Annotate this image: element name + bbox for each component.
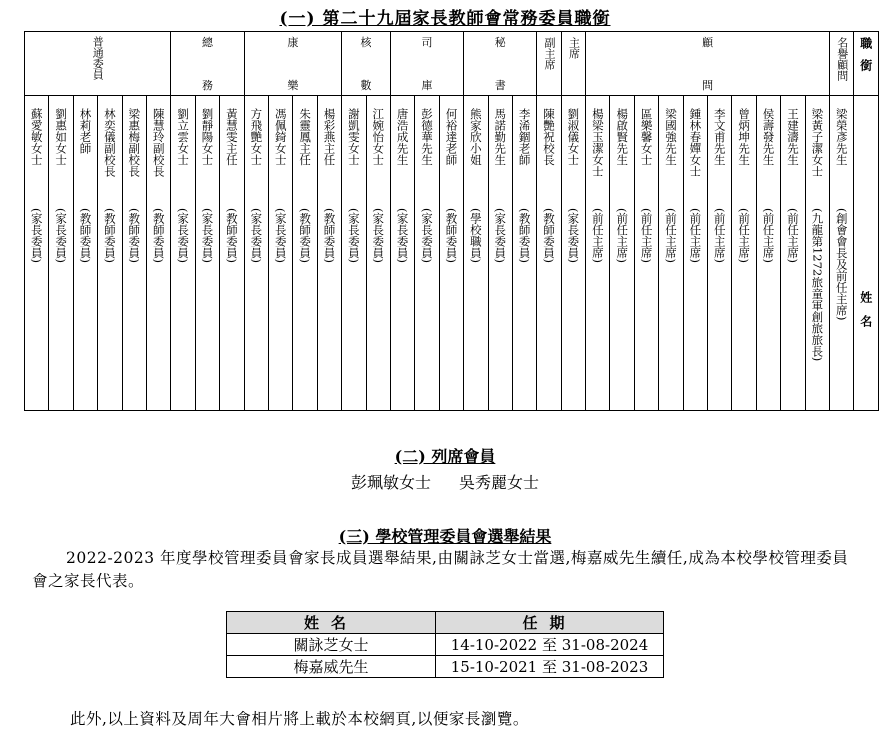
member-name: 陳慧玲副校長 [151, 108, 166, 177]
member-cell [268, 96, 292, 411]
member-cell [659, 96, 683, 411]
role-label: 普通委員 [91, 36, 105, 80]
member-role: (教師委員) [127, 208, 142, 263]
member-role: (教師委員) [224, 208, 239, 263]
attending-member: 吳秀麗女士 [459, 473, 540, 492]
title-label: 職銜 [858, 37, 873, 81]
member-name: 蘇愛敏女士 [29, 108, 44, 166]
member-role: (前任主席) [761, 208, 776, 263]
member-cell [49, 96, 73, 411]
member-cell [512, 96, 536, 411]
role-label: 核 [360, 36, 372, 49]
election-paragraph: 2022-2023 年度學校管理委員會家長成員選舉結果,由關詠芝女士當選,梅嘉威先生續任,成為本校學校管理委員會之家長代表。 [32, 549, 849, 590]
member-role: (家長委員) [200, 208, 215, 263]
attending-member: 彭珮敏女士 [350, 473, 431, 492]
member-role: (前任主席) [590, 208, 605, 263]
member-name: 王建濤先生 [785, 108, 800, 166]
member-cell [390, 96, 414, 411]
committee-table [24, 31, 879, 411]
role-label: 康 [287, 36, 299, 49]
member-name: 唐浩成先生 [395, 108, 410, 166]
member-role: (學校職員) [468, 208, 483, 263]
member-role: (家長委員) [493, 208, 508, 263]
member-cell [317, 96, 341, 411]
member-name: 陳艷祝校長 [542, 108, 557, 166]
member-cell [98, 96, 122, 411]
name-label-cell [854, 96, 879, 411]
member-name: 林奕儀副校長 [102, 108, 117, 177]
member-name: 楊梁玉潔女士 [590, 108, 605, 177]
member-name: 劉靜陽女士 [200, 108, 215, 166]
header-term: 任期 [436, 612, 664, 634]
member-role: (教師委員) [542, 208, 557, 263]
member-name: 區樂馨女士 [639, 108, 654, 166]
member-role: (家長委員) [29, 208, 44, 263]
table-row [227, 656, 664, 678]
member-cell [756, 96, 780, 411]
role-label: 數 [360, 78, 372, 92]
member-name: 梁國強先生 [663, 108, 678, 166]
role-header [561, 32, 585, 96]
member-role: (家長委員) [273, 208, 288, 263]
member-cell [366, 96, 390, 411]
member-name: 何裕達老師 [444, 108, 459, 166]
member-name: 梁惠梅副校長 [127, 108, 142, 177]
role-label: 問 [702, 78, 714, 92]
member-name: 梁黃子潔女士 [810, 108, 825, 177]
row-term: 14-10-2022 至 31-08-2024 [436, 634, 664, 656]
member-role: (教師委員) [517, 208, 532, 263]
member-name: 楊彩燕主任 [322, 108, 337, 166]
member-role: (教師委員) [102, 208, 117, 263]
table-row [227, 634, 664, 656]
role-header [537, 32, 561, 96]
member-role: (家長委員) [566, 208, 581, 263]
member-name: 李文甫先生 [712, 108, 727, 166]
member-name: 侯壽發先生 [761, 108, 776, 166]
member-name: 江婉怡女士 [371, 108, 386, 166]
member-cell [805, 96, 829, 411]
name-row [25, 96, 879, 411]
role-label: 樂 [287, 78, 299, 92]
member-name: 劉立雲女士 [176, 108, 191, 166]
role-label: 庫 [421, 78, 433, 92]
member-cell [439, 96, 463, 411]
member-role: (家長委員) [420, 208, 435, 263]
member-role: (前任主席) [663, 208, 678, 263]
member-cell [171, 96, 195, 411]
row-name: 關詠芝女士 [227, 634, 436, 656]
role-label: 書 [494, 78, 506, 92]
member-role: (前任主席) [639, 208, 654, 263]
member-name: 李浠錮老師 [517, 108, 532, 166]
name-label: 姓名 [858, 291, 873, 339]
member-cell [342, 96, 366, 411]
section1-title: (一) 第二十九屆家長教師會常務委員職銜 [279, 9, 611, 29]
member-name: 方飛艷女士 [249, 108, 264, 166]
member-role: (家長委員) [346, 208, 361, 263]
member-name: 林莉老師 [78, 108, 93, 154]
member-cell [464, 96, 488, 411]
member-cell [73, 96, 97, 411]
election-header-row [227, 612, 664, 634]
member-cell [732, 96, 756, 411]
member-cell [586, 96, 610, 411]
section2-title: (二) 列席會員 [394, 447, 496, 466]
member-role: (創會會長及前任主席) [834, 208, 849, 321]
member-name: 馮佩錡女士 [273, 108, 288, 166]
role-label: 司 [421, 36, 433, 49]
role-header [25, 32, 171, 96]
member-role: (家長委員) [371, 208, 386, 263]
role-header [342, 32, 391, 96]
member-cell [830, 96, 854, 411]
member-role: (九龍第1272旅童軍創旅旅長) [810, 208, 825, 362]
role-label: 務 [202, 78, 213, 92]
member-cell [488, 96, 512, 411]
member-name: 謝凱雯女士 [346, 108, 361, 166]
member-name: 鍾林春嬋女士 [688, 108, 703, 177]
row-name: 梅嘉威先生 [227, 656, 436, 678]
member-role: (家長委員) [249, 208, 264, 263]
member-cell [220, 96, 244, 411]
member-name: 朱靈鳳主任 [298, 108, 313, 166]
member-cell [146, 96, 170, 411]
role-label: 主席 [567, 37, 581, 59]
member-name: 曾炳坤先生 [737, 108, 752, 166]
member-role: (教師委員) [151, 208, 166, 263]
role-header [586, 32, 830, 96]
member-role: (教師委員) [298, 208, 313, 263]
member-name: 彭德華先生 [420, 108, 435, 166]
footer-note: 此外,以上資料及周年大會相片將上載於本校網頁,以便家長瀏覽。 [70, 710, 529, 728]
title-label-cell [854, 32, 879, 96]
member-cell [293, 96, 317, 411]
member-name: 劉淑儀女士 [566, 108, 581, 166]
member-cell [634, 96, 658, 411]
role-header [244, 32, 342, 96]
member-role: (前任主席) [688, 208, 703, 263]
member-cell [561, 96, 585, 411]
role-row [25, 32, 879, 96]
member-cell [610, 96, 634, 411]
row-term: 15-10-2021 至 31-08-2023 [436, 656, 664, 678]
member-role: (家長委員) [395, 208, 410, 263]
role-header [171, 32, 244, 96]
member-cell [781, 96, 805, 411]
member-name: 梁榮彥先生 [834, 108, 849, 166]
member-role: (前任主席) [712, 208, 727, 263]
member-cell [537, 96, 561, 411]
member-cell [25, 96, 49, 411]
member-role: (教師委員) [444, 208, 459, 263]
role-label: 總 [202, 36, 213, 49]
member-cell [122, 96, 146, 411]
member-name: 馬諾勤先生 [493, 108, 508, 166]
member-cell [195, 96, 219, 411]
section3-title: (三) 學校管理委員會選舉結果 [338, 527, 552, 546]
member-cell [683, 96, 707, 411]
election-table [226, 611, 664, 678]
role-label: 副主席 [543, 37, 557, 70]
member-role: (前任主席) [737, 208, 752, 263]
member-role: (家長委員) [176, 208, 191, 263]
header-name: 姓名 [227, 612, 436, 634]
member-cell [415, 96, 439, 411]
attending-members [0, 470, 890, 493]
role-label: 顧 [702, 36, 714, 49]
member-name: 熊家欣小姐 [468, 108, 483, 166]
member-role: (教師委員) [322, 208, 337, 263]
member-cell [708, 96, 732, 411]
member-cell [244, 96, 268, 411]
member-role: (前任主席) [785, 208, 800, 263]
member-name: 劉惠如女士 [54, 108, 69, 166]
role-header [464, 32, 537, 96]
role-label: 秘 [494, 36, 506, 49]
role-header [390, 32, 463, 96]
member-role: (教師委員) [78, 208, 93, 263]
role-header [830, 32, 854, 96]
role-label: 名譽顧問 [835, 37, 849, 81]
member-name: 黃慧雯主任 [224, 108, 239, 166]
member-role: (家長委員) [54, 208, 69, 263]
member-role: (前任主席) [615, 208, 630, 263]
member-name: 楊啟賢先生 [615, 108, 630, 166]
